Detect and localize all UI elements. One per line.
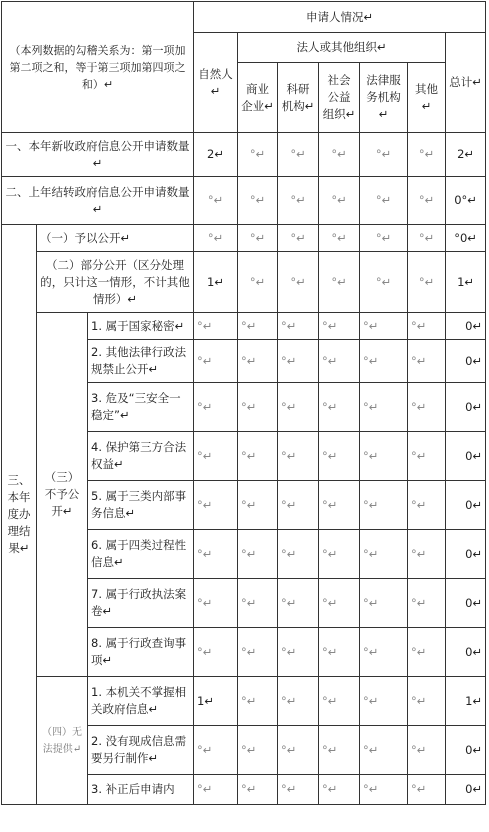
value-social-welfare: °↵ bbox=[319, 530, 360, 579]
row-label: 4. 保护第三方合法权益↵ bbox=[88, 432, 194, 481]
table-row bbox=[2, 252, 486, 313]
value-research: °↵ bbox=[278, 225, 319, 252]
value-social-welfare: °↵ bbox=[319, 726, 360, 775]
value-legal-service: °↵ bbox=[360, 530, 408, 579]
value-commercial: °↵ bbox=[238, 252, 278, 313]
value-social-welfare: °↵ bbox=[319, 313, 360, 340]
value-research: °↵ bbox=[278, 628, 319, 677]
value-natural-person: °↵ bbox=[194, 530, 238, 579]
value-natural-person: °↵ bbox=[194, 726, 238, 775]
value-natural-person: °↵ bbox=[194, 432, 238, 481]
value-commercial: °↵ bbox=[238, 177, 278, 225]
table-row bbox=[2, 225, 486, 252]
row-label: 2. 其他法律行政法规禁止公开↵ bbox=[88, 340, 194, 383]
section-annual-results-label: 三、本年度办理结果↵ bbox=[2, 225, 37, 805]
row-label: 7. 属于行政执法案卷↵ bbox=[88, 579, 194, 628]
value-social-welfare: °↵ bbox=[319, 628, 360, 677]
natural-person-header: 自然人↵ bbox=[194, 33, 238, 133]
value-total: 0↵ bbox=[446, 481, 486, 530]
value-research: °↵ bbox=[278, 530, 319, 579]
value-natural-person: °↵ bbox=[194, 481, 238, 530]
value-natural-person: 1↵ bbox=[194, 677, 238, 726]
value-legal-service: °↵ bbox=[360, 252, 408, 313]
value-natural-person: °↵ bbox=[194, 628, 238, 677]
legal-person-group-header: 法人或其他组织↵ bbox=[238, 33, 446, 63]
value-social-welfare: °↵ bbox=[319, 383, 360, 432]
value-legal-service: °↵ bbox=[360, 313, 408, 340]
value-other: °↵ bbox=[408, 383, 446, 432]
value-legal-service: °↵ bbox=[360, 133, 408, 177]
value-total: 1↵ bbox=[446, 252, 486, 313]
row-label: （一）予以公开↵ bbox=[37, 225, 194, 252]
foia-statistics-table bbox=[1, 1, 486, 805]
value-natural-person: °↵ bbox=[194, 383, 238, 432]
commercial-enterprise-header: 商业企业↵ bbox=[238, 63, 278, 133]
row-label: 一、本年新收政府信息公开申请数量↵ bbox=[2, 133, 194, 177]
value-social-welfare: °↵ bbox=[319, 775, 360, 805]
value-legal-service: °↵ bbox=[360, 225, 408, 252]
value-legal-service: °↵ bbox=[360, 481, 408, 530]
value-commercial: °↵ bbox=[238, 726, 278, 775]
value-social-welfare: °↵ bbox=[319, 340, 360, 383]
row-label: 1. 属于国家秘密↵ bbox=[88, 313, 194, 340]
value-total: 0↵ bbox=[446, 383, 486, 432]
value-legal-service: °↵ bbox=[360, 775, 408, 805]
value-total: 0↵ bbox=[446, 313, 486, 340]
applicant-situation-header: 申请人情况↵ bbox=[194, 2, 486, 33]
value-research: °↵ bbox=[278, 383, 319, 432]
value-commercial: °↵ bbox=[238, 481, 278, 530]
value-natural-person: °↵ bbox=[194, 313, 238, 340]
value-social-welfare: °↵ bbox=[319, 579, 360, 628]
row-label: 8. 属于行政查询事项↵ bbox=[88, 628, 194, 677]
value-total: 0↵ bbox=[446, 726, 486, 775]
value-commercial: °↵ bbox=[238, 579, 278, 628]
value-other: °↵ bbox=[408, 677, 446, 726]
value-social-welfare: °↵ bbox=[319, 432, 360, 481]
value-research: °↵ bbox=[278, 133, 319, 177]
value-natural-person: 2↵ bbox=[194, 133, 238, 177]
value-social-welfare: °↵ bbox=[319, 677, 360, 726]
value-commercial: °↵ bbox=[238, 530, 278, 579]
value-total: 0↵ bbox=[446, 432, 486, 481]
value-research: °↵ bbox=[278, 177, 319, 225]
value-legal-service: °↵ bbox=[360, 177, 408, 225]
value-commercial: °↵ bbox=[238, 133, 278, 177]
row-label: （二）部分公开（区分处理的，只计这一情形，不计其他情形）↵ bbox=[37, 252, 194, 313]
value-commercial: °↵ bbox=[238, 313, 278, 340]
value-other: °↵ bbox=[408, 432, 446, 481]
value-total: °0↵ bbox=[446, 225, 486, 252]
value-commercial: °↵ bbox=[238, 677, 278, 726]
value-total: 0↵ bbox=[446, 775, 486, 805]
value-natural-person: 1↵ bbox=[194, 252, 238, 313]
value-total: 0↵ bbox=[446, 530, 486, 579]
value-total: 2↵ bbox=[446, 133, 486, 177]
table-row bbox=[2, 177, 486, 225]
value-other: °↵ bbox=[408, 481, 446, 530]
table-row bbox=[2, 313, 486, 340]
row-label: 1. 本机关不掌握相关政府信息↵ bbox=[88, 677, 194, 726]
value-research: °↵ bbox=[278, 432, 319, 481]
value-other: °↵ bbox=[408, 225, 446, 252]
value-other: °↵ bbox=[408, 579, 446, 628]
value-legal-service: °↵ bbox=[360, 726, 408, 775]
value-total: 0↵ bbox=[446, 340, 486, 383]
value-commercial: °↵ bbox=[238, 628, 278, 677]
value-total: 1↵ bbox=[446, 677, 486, 726]
table-row bbox=[2, 133, 486, 177]
value-social-welfare: °↵ bbox=[319, 252, 360, 313]
value-research: °↵ bbox=[278, 340, 319, 383]
value-natural-person: °↵ bbox=[194, 225, 238, 252]
value-legal-service: °↵ bbox=[360, 432, 408, 481]
value-social-welfare: °↵ bbox=[319, 225, 360, 252]
social-welfare-org-header: 社会公益组织↵ bbox=[319, 63, 360, 133]
value-natural-person: °↵ bbox=[194, 340, 238, 383]
value-social-welfare: °↵ bbox=[319, 177, 360, 225]
value-commercial: °↵ bbox=[238, 775, 278, 805]
value-other: °↵ bbox=[408, 775, 446, 805]
total-header: 总计↵ bbox=[446, 33, 486, 133]
legal-service-org-header: 法律服务机构↵ bbox=[360, 63, 408, 133]
value-natural-person: °↵ bbox=[194, 775, 238, 805]
row-label: 3. 危及“三安全一稳定”↵ bbox=[88, 383, 194, 432]
value-commercial: °↵ bbox=[238, 432, 278, 481]
value-research: °↵ bbox=[278, 677, 319, 726]
value-research: °↵ bbox=[278, 775, 319, 805]
other-org-header: 其他↵ bbox=[408, 63, 446, 133]
value-other: °↵ bbox=[408, 133, 446, 177]
value-natural-person: °↵ bbox=[194, 579, 238, 628]
value-commercial: °↵ bbox=[238, 383, 278, 432]
value-other: °↵ bbox=[408, 726, 446, 775]
value-research: °↵ bbox=[278, 579, 319, 628]
value-other: °↵ bbox=[408, 252, 446, 313]
value-other: °↵ bbox=[408, 340, 446, 383]
value-social-welfare: °↵ bbox=[319, 481, 360, 530]
research-institution-header: 科研机构↵ bbox=[278, 63, 319, 133]
subsection-cannot-disclose-label: （三）不予公开↵ bbox=[37, 313, 88, 677]
value-legal-service: °↵ bbox=[360, 628, 408, 677]
value-total: 0↵ bbox=[446, 579, 486, 628]
value-natural-person: °↵ bbox=[194, 177, 238, 225]
value-research: °↵ bbox=[278, 252, 319, 313]
value-legal-service: °↵ bbox=[360, 340, 408, 383]
value-other: °↵ bbox=[408, 313, 446, 340]
row-label: 2. 没有现成信息需要另行制作↵ bbox=[88, 726, 194, 775]
value-research: °↵ bbox=[278, 726, 319, 775]
value-total: 0°↵ bbox=[446, 177, 486, 225]
row-label: 二、上年结转政府信息公开申请数量↵ bbox=[2, 177, 194, 225]
value-commercial: °↵ bbox=[238, 340, 278, 383]
value-legal-service: °↵ bbox=[360, 579, 408, 628]
table-row bbox=[2, 677, 486, 726]
row-label: 6. 属于四类过程性信息↵ bbox=[88, 530, 194, 579]
value-legal-service: °↵ bbox=[360, 677, 408, 726]
value-total: 0↵ bbox=[446, 628, 486, 677]
row-label: 3. 补正后申请内 bbox=[88, 775, 194, 805]
value-other: °↵ bbox=[408, 628, 446, 677]
value-research: °↵ bbox=[278, 481, 319, 530]
calc-relationship-note: （本列数据的勾稽关系为：第一项加第二项之和，等于第三项加第四项之和）↵ bbox=[2, 2, 194, 133]
value-other: °↵ bbox=[408, 530, 446, 579]
value-research: °↵ bbox=[278, 313, 319, 340]
value-social-welfare: °↵ bbox=[319, 133, 360, 177]
value-other: °↵ bbox=[408, 177, 446, 225]
subsection-unable-to-provide-label: （四）无法提供↵ bbox=[37, 677, 88, 805]
value-commercial: °↵ bbox=[238, 225, 278, 252]
row-label: 5. 属于三类内部事务信息↵ bbox=[88, 481, 194, 530]
value-legal-service: °↵ bbox=[360, 383, 408, 432]
